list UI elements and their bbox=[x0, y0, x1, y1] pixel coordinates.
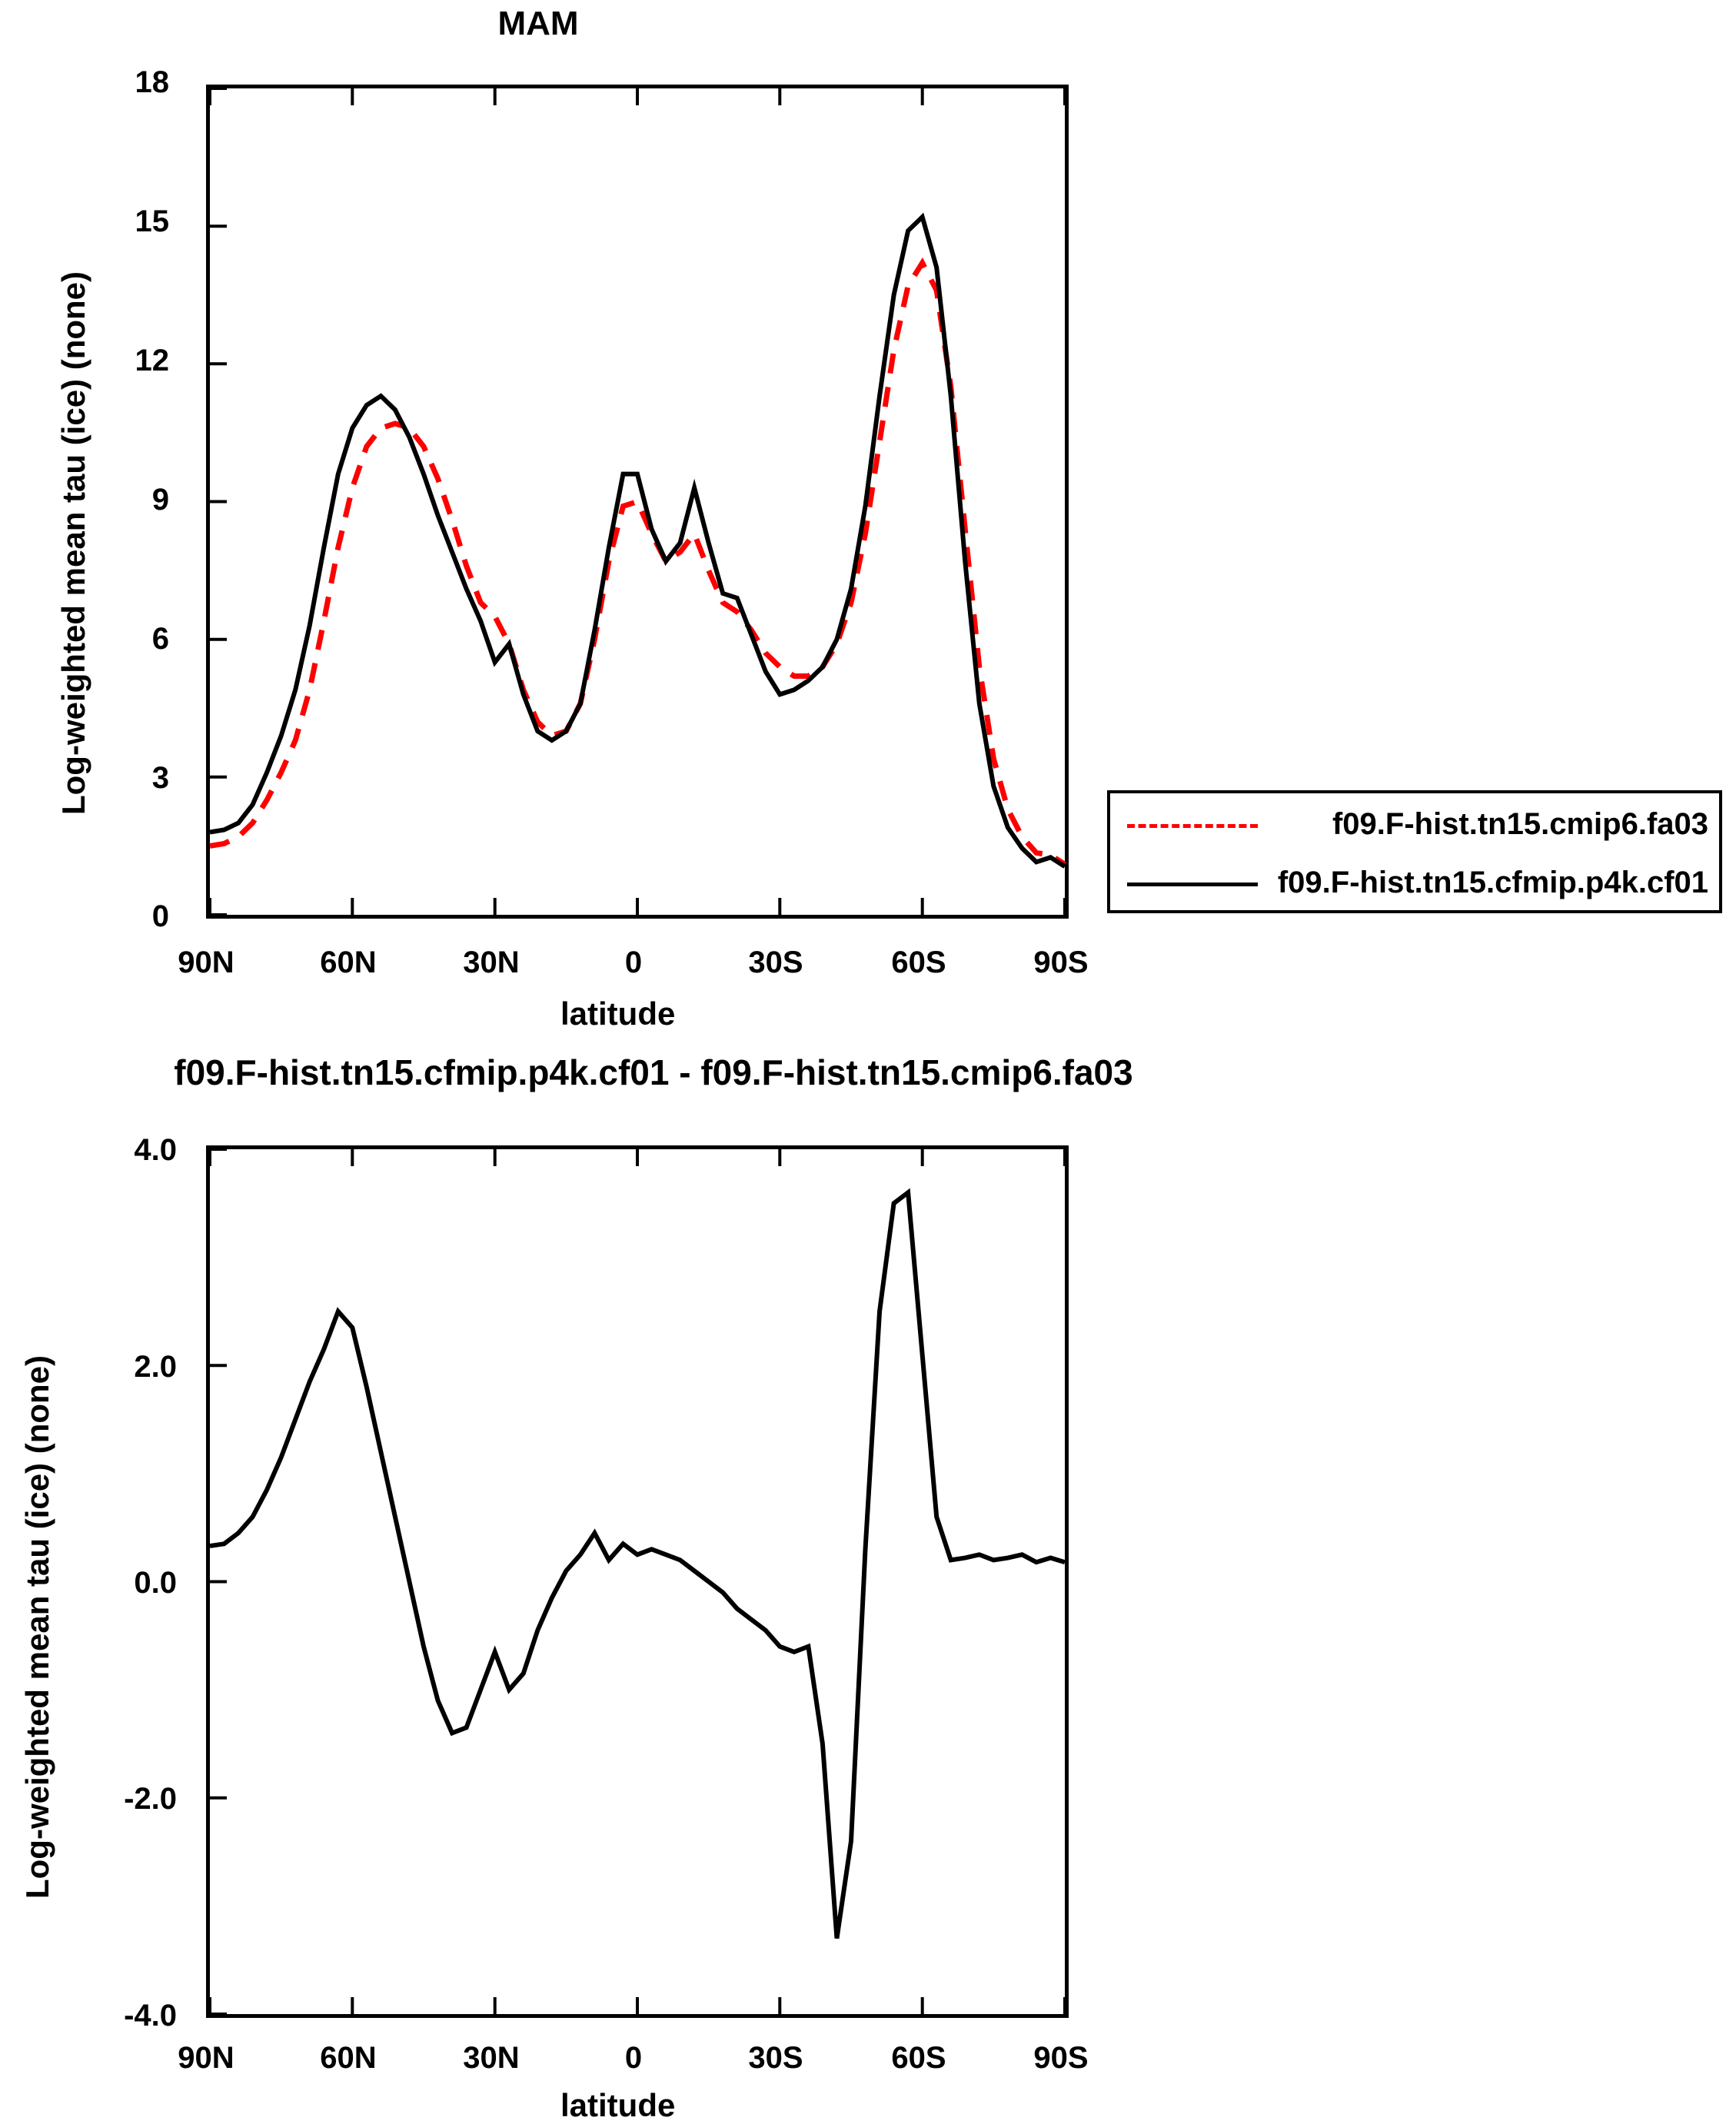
top-xtick-label-60S: 60S bbox=[891, 946, 946, 979]
top-xtick-label-30N: 30N bbox=[463, 946, 520, 979]
top-xtick-label-60N: 60N bbox=[320, 946, 377, 979]
bottom-ytick-label-2: 2.0 bbox=[134, 1350, 177, 1384]
bottom-series-line-difference bbox=[210, 1192, 1065, 1938]
bottom-x-axis-title: latitude bbox=[560, 2087, 676, 2123]
bottom-axis-ticks bbox=[210, 1149, 1065, 2014]
legend-item-cmip6-fa03 bbox=[1110, 796, 1719, 853]
top-series-line-cmip6-fa03 bbox=[210, 263, 1065, 864]
bottom-ytick-label-0: 0.0 bbox=[134, 1566, 177, 1600]
legend bbox=[1107, 790, 1722, 913]
bottom-xtick-label-60N: 60N bbox=[320, 2041, 377, 2075]
bottom-xtick-label-60S: 60S bbox=[891, 2041, 946, 2075]
top-xtick-label-90S: 90S bbox=[1033, 946, 1089, 979]
legend-swatch-dashed-red bbox=[1127, 824, 1258, 828]
bottom-xtick-label-0: 0 bbox=[624, 2041, 643, 2075]
top-ytick-label-3: 3 bbox=[151, 761, 169, 795]
legend-label-cmip6-fa03: f09.F-hist.tn15.cmip6.fa03 bbox=[1332, 807, 1708, 841]
top-ytick-label-18: 18 bbox=[135, 65, 169, 99]
legend-label-cfmip-p4k-cf01: f09.F-hist.tn15.cfmip.p4k.cf01 bbox=[1277, 866, 1708, 899]
bottom-y-axis-title: Log-weighted mean tau (ice) (none) bbox=[19, 1355, 55, 1899]
top-ytick-label-9: 9 bbox=[151, 483, 169, 517]
top-xtick-label-90N: 90N bbox=[178, 946, 234, 979]
top-ytick-label-15: 15 bbox=[135, 204, 169, 238]
bottom-xtick-label-90S: 90S bbox=[1033, 2041, 1089, 2075]
top-xtick-label-30S: 30S bbox=[748, 946, 803, 979]
bottom-xtick-label-90N: 90N bbox=[178, 2041, 234, 2075]
bottom-plot-area bbox=[206, 1145, 1069, 2018]
legend-item-cfmip-p4k-cf01 bbox=[1110, 855, 1719, 912]
legend-swatch-solid-black bbox=[1127, 883, 1258, 886]
page-title: MAM bbox=[497, 5, 579, 42]
bottom-ytick-label-neg4: -4.0 bbox=[124, 1999, 177, 2033]
top-x-axis-title: latitude bbox=[560, 996, 676, 1032]
bottom-ytick-label-neg2: -2.0 bbox=[124, 1782, 177, 1816]
top-ytick-label-0: 0 bbox=[151, 899, 169, 933]
bottom-series-group bbox=[210, 1149, 1065, 2014]
top-ytick-label-12: 12 bbox=[135, 344, 169, 377]
top-ytick-label-6: 6 bbox=[151, 622, 169, 656]
top-axis-ticks bbox=[210, 88, 1065, 915]
bottom-xtick-label-30N: 30N bbox=[463, 2041, 520, 2075]
top-plot-area bbox=[206, 85, 1069, 919]
bottom-xtick-label-30S: 30S bbox=[748, 2041, 803, 2075]
top-xtick-label-0: 0 bbox=[624, 946, 643, 979]
bottom-ytick-label-4: 4.0 bbox=[134, 1133, 177, 1167]
top-y-axis-title: Log-weighted mean tau (ice) (none) bbox=[55, 271, 91, 815]
top-series-group bbox=[210, 88, 1065, 915]
difference-plot-title: f09.F-hist.tn15.cfmip.p4k.cf01 - f09.F-hist.tn15.cmip6.fa03 bbox=[174, 1052, 1133, 1092]
